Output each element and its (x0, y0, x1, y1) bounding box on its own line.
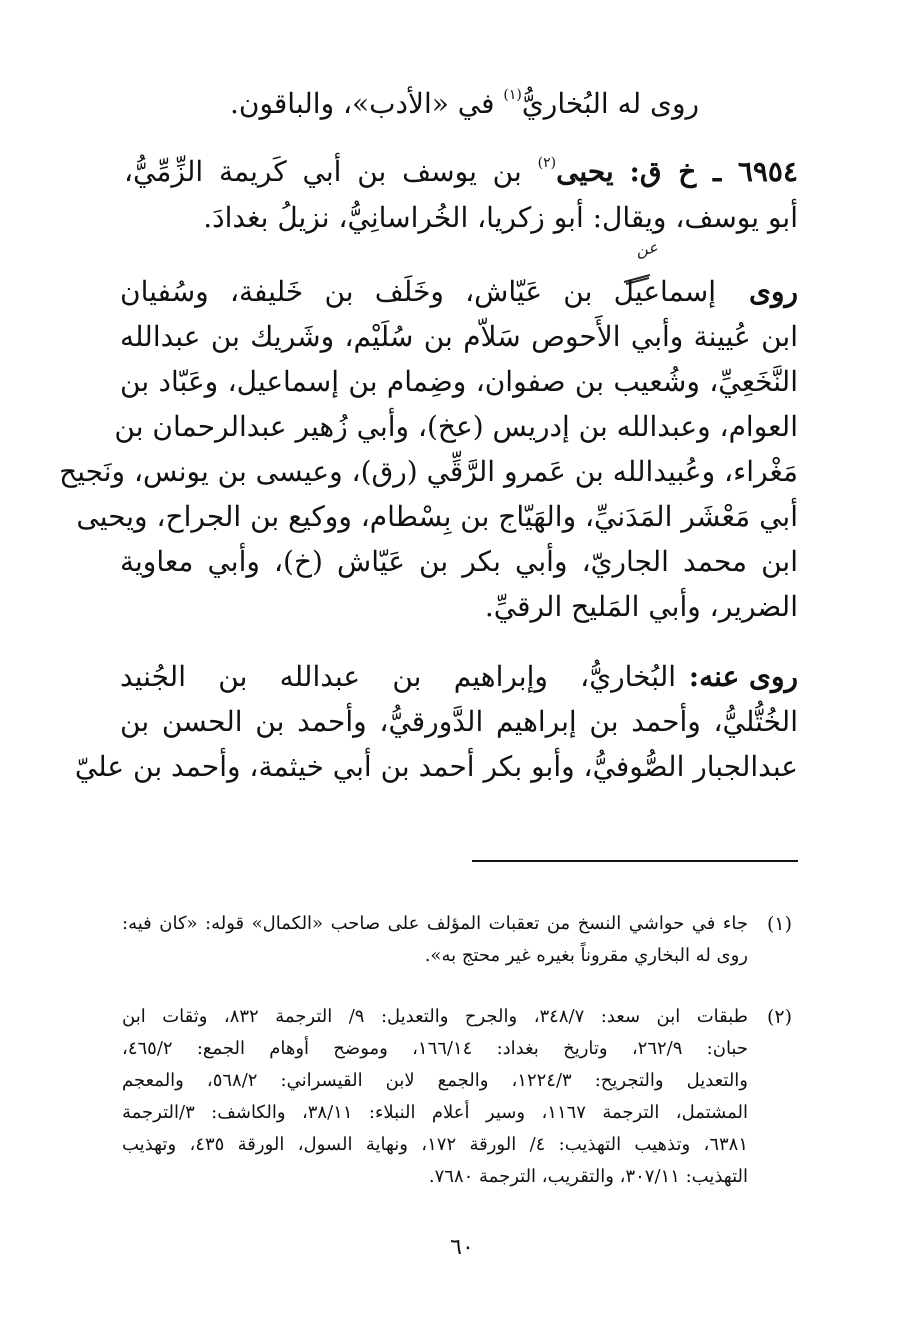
footnote-line: ٦٣٨١، وتذهيب التهذيب: ٤/ الورقة ١٧٢، ونهاية السول، الورقة ٤٣٥، وتهذيب (122, 1134, 748, 1155)
footnote-line: والتعديل والتجريح: ١٢٢٤/٣، والجمع لابن القيسراني: ٥٦٨/٢، والمعجم (122, 1070, 748, 1091)
intro-text-a: روى له البُخاريُّ (521, 87, 699, 120)
intro-text-b: في «الأدب»، والباقون. (229, 87, 495, 120)
teachers-line: الضرير، وأبي المَليح الرقيِّ. (484, 590, 798, 623)
entry-title-line (124, 150, 798, 199)
footnote-line: حبان: ٢٦٢/٩، وتاريخ بغداد: ١٦٦/١٤، وموضح أوهام الجمع: ٤٦٥/٢، (122, 1038, 748, 1059)
footnote-line: التهذيب: ٣٠٧/١١، والتقريب، الترجمة ٧٦٨٠. (428, 1166, 748, 1187)
entry-name-a: يحيى (556, 155, 614, 188)
teachers-line: العوام، وعبدالله بن إدريس (عخ)، وأبي زُهير عبدالرحمان بن (114, 410, 798, 443)
students-line: الخُتُّليُّ، وأحمد بن إبراهيم الدَّورقيُّ، وأحمد بن الحسن بن (120, 705, 798, 738)
teachers-line: النَّخَعِيِّ، وشُعيب بن صفوان، وضِمام بن إسماعيل، وعَبّاد بن (120, 365, 798, 398)
footnote-line: طبقات ابن سعد: ٣٤٨/٧، والجرح والتعديل: ٩/ الترجمة ٨٣٢، وثقات ابن (122, 1006, 748, 1027)
students-label: روى عنه: (688, 660, 798, 693)
footnote-line: جاء في حواشي النسخ من تعقبات المؤلف على صاحب «الكمال» قوله: «كان فيه: (122, 913, 748, 934)
handwritten-annotation: عن (634, 237, 659, 260)
teachers-line: أبي مَعْشَر المَدَنيِّ، والهَيّاج بن بِسْطام، ووكيع بن الجراح، ويحيى (76, 500, 798, 533)
teachers-line: مَغْراء، وعُبيدالله بن عَمرو الرَّقِّي (رق)، وعيسى بن يونس، ونَجيح (59, 455, 798, 488)
teachers-label: روى (749, 275, 798, 308)
entry-kunya-text: أبو يوسف، ويقال: أبو زكريا، الخُراسانِيُّ، نزيلُ بغدادَ. (203, 201, 798, 234)
footnote-ref-1: (١) (503, 87, 522, 103)
footnote-marker: (١) (766, 913, 792, 935)
teachers-line: إسماعيل بن عَيّاش، وخَلَف بن خَليفة، وسُفيان (120, 275, 716, 308)
intro-line (230, 82, 699, 131)
students-line: البُخاريُّ، وإبراهيم بن عبدالله بن الجُنيد (120, 660, 676, 693)
footnote-ref-2: (٢) (537, 155, 557, 171)
students-line: عبدالجبار الصُّوفيُّ، وأبو بكر أحمد بن أبي خيثمة، وأحمد بن عليّ (74, 750, 798, 783)
page-number: ٦٠ (450, 1235, 474, 1260)
entry-name-b: بن يوسف بن أبي كَريمة الزِّمِّيُّ، (124, 155, 522, 188)
footnote-separator (472, 860, 798, 862)
footnote-line: روى له البخاري مقروناً بغيره غير محتج به». (424, 945, 748, 966)
teachers-line: ابن محمد الجاريّ، وأبي بكر بن عَيّاش (خ)، وأبي معاوية (120, 545, 798, 578)
footnote-line: المشتمل، الترجمة ١١٦٧، وسير أعلام النبلاء: ٣٨/١١، والكاشف: ٣/الترجمة (122, 1102, 748, 1123)
entry-kunya-line (203, 196, 798, 240)
teachers-line: ابن عُيينة وأبي الأَحوص سَلاّم بن سُلَيْم، وشَريك بن عبدالله (120, 320, 798, 353)
footnote-marker: (٢) (766, 1006, 792, 1028)
entry-number-code: ٦٩٥٤ ـ خ ق: (629, 155, 798, 188)
